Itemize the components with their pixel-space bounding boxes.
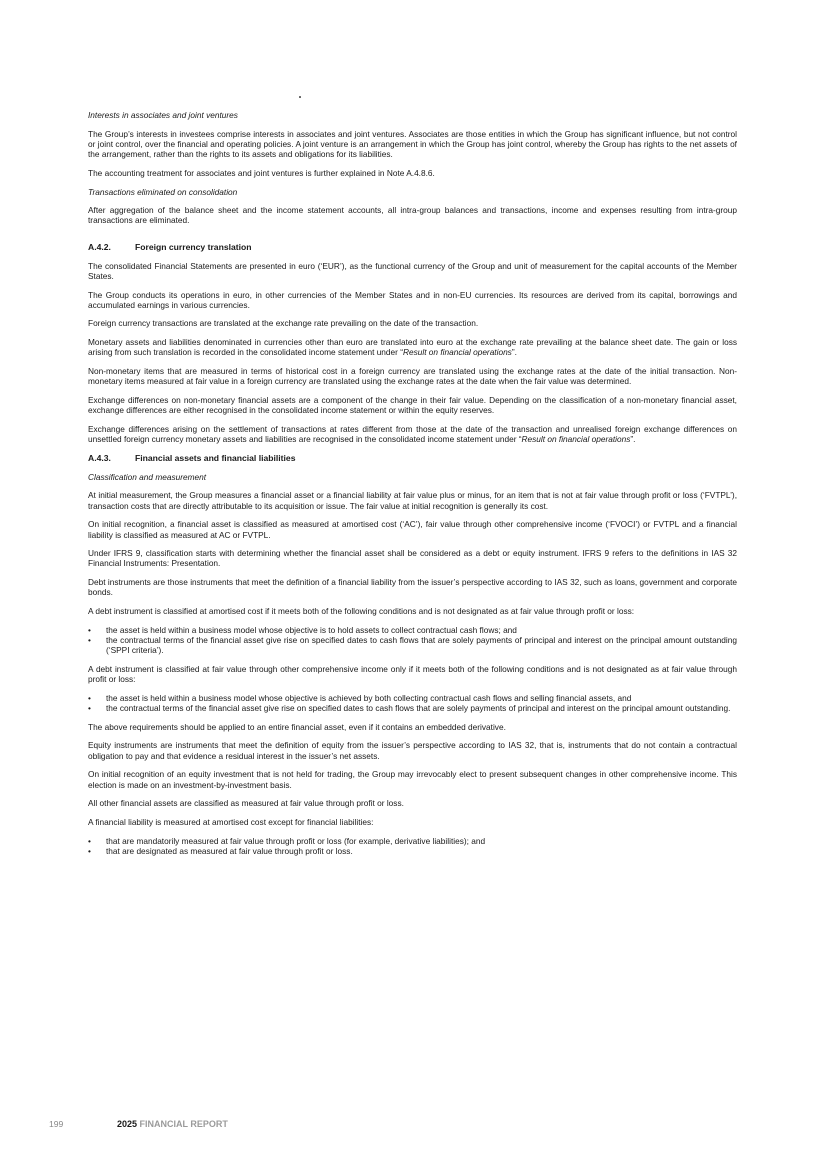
list-item: • the contractual terms of the financial asset give rise on specified dates to cash flows that are solely payments of principal and interest on the principal amount outstanding (‘SPPI criteria’). — [88, 635, 737, 655]
paragraph: All other financial assets are classified as measured at fair value through profit or loss. — [88, 798, 404, 809]
paragraph: The above requirements should be applied to an entire financial asset, even if it contains an embedded derivative. — [88, 721, 506, 732]
bullet-list — [88, 693, 737, 713]
subheading-associates: Interests in associates and joint ventures — [88, 110, 238, 120]
paragraph: Debt instruments are those instruments that meet the definition of a financial liability from the issuer’s perspective according to IAS 32, such as loans, government and corporate bonds. — [88, 577, 737, 598]
paragraph: The consolidated Financial Statements are presented in euro (‘EUR’), as the functional currency of the Group and unit of measurement for the capital accounts of the Member States. — [88, 260, 737, 281]
italic-term: Result on financial operations — [402, 347, 512, 358]
list-item: • that are mandatorily measured at fair value through profit or loss (for example, derivative liabilities); and — [88, 836, 737, 846]
bullet-list — [88, 625, 737, 656]
paragraph: Under IFRS 9, classification starts with determining whether the financial asset shall be considered as a debt or equity instrument. IFRS 9 refers to the definitions in IAS 32 Financial Instruments: Presentation. — [88, 548, 737, 569]
report-brand — [117, 1119, 228, 1129]
paragraph: A debt instrument is classified at amortised cost if it meets both of the following conditions and is not designated as at fair value through profit or loss: — [88, 606, 635, 617]
paragraph: On initial recognition, a financial asset is classified as measured at amortised cost (‘AC’), fair value through other comprehensive income (‘FVOCI’) or FVTPL and a financial liability is classified as measured at AC or FVTPL. — [88, 519, 737, 540]
text-run: ”. — [511, 347, 517, 358]
list-item: • the asset is held within a business model whose objective is achieved by both collecting contractual cash flows and selling financial assets, and — [88, 693, 737, 703]
text-run: Exchange differences arising on the settlement of transactions at rates different from those at the date of the transaction and unrealised foreign exchange differences on unsettled foreign currency monetary assets and liabilities are recognised in the consolidated income statement under “ — [88, 423, 737, 445]
paragraph: A debt instrument is classified at fair value through other comprehensive income only if it meets both of the following conditions and is not designated as at fair value through profit or loss: — [88, 663, 737, 685]
italic-term: Result on financial operations — [521, 434, 631, 445]
section-title: Foreign currency translation — [135, 241, 252, 252]
paragraph: On initial recognition of an equity investment that is not held for trading, the Group may irrevocably elect to present subsequent changes in other comprehensive income. This election is made on an investment-by-investment basis. — [88, 769, 737, 790]
page-footer — [0, 1119, 825, 1133]
section-heading-a42 — [88, 242, 737, 253]
page-number: 199 — [49, 1119, 64, 1129]
paragraph: At initial measurement, the Group measures a financial asset or a financial liability at fair value plus or minus, for an item that is not at fair value through profit or loss (‘FVTPL’), transaction costs that are directly attributable to its acquisition or issue. The fair value at initial recognition is generally its cost. — [88, 490, 737, 511]
paragraph — [88, 424, 737, 444]
page-content — [88, 110, 737, 865]
section-number: A.4.3. — [88, 452, 111, 463]
paragraph: A financial liability is measured at amortised cost except for financial liabilities: — [88, 816, 374, 827]
section-number: A.4.2. — [88, 241, 111, 252]
paragraph: After aggregation of the balance sheet and the income statement accounts, all intra-group balances and transactions, income and expenses resulting from intra-group transactions are eliminated. — [88, 205, 737, 226]
paragraph: Equity instruments are instruments that meet the definition of equity from the issuer’s perspective according to IAS 32, that is, instruments that do not contain a contractual obligation to pay and that evidence a residual interest in the issuer’s net assets. — [88, 740, 737, 761]
list-item: • the asset is held within a business model whose objective is to hold assets to collect contractual cash flows; and — [88, 625, 737, 635]
paragraph: Foreign currency transactions are translated at the exchange rate prevailing on the date of the transaction. — [88, 318, 479, 329]
text-run: ”. — [630, 434, 636, 445]
paragraph: The accounting treatment for associates and joint ventures is further explained in Note A.4.8.6. — [88, 167, 435, 178]
stray-dot — [299, 96, 301, 98]
report-year: 2025 — [117, 1119, 138, 1129]
bullet-list — [88, 836, 737, 856]
list-item: • that are designated as measured at fair value through profit or loss. — [88, 846, 737, 856]
paragraph: Non-monetary items that are measured in terms of historical cost in a foreign currency are translated using the exchange rates at the date of the initial transaction. Non-monetary items measured at fair value in a foreign currency are translated using the exchange rates at the date when the fair value was determined. — [88, 366, 737, 387]
section-title: Financial assets and financial liabilities — [135, 452, 296, 463]
section-heading-a43 — [88, 453, 737, 464]
list-item: • the contractual terms of the financial asset give rise on specified dates to cash flows that are solely payments of principal and interest on the principal amount outstanding. — [88, 703, 737, 713]
paragraph — [88, 337, 737, 357]
report-title: FINANCIAL REPORT — [139, 1119, 228, 1129]
paragraph: The Group conducts its operations in euro, in other currencies of the Member States and in non-EU currencies. Its resources are derived from its capital, borrowings and accumulated earnings in various currencies. — [88, 289, 737, 310]
subheading-transactions-eliminated: Transactions eliminated on consolidation — [88, 186, 238, 197]
text-run: Monetary assets and liabilities denominated in currencies other than euro are translated into euro at the exchange rate prevailing at the balance sheet date. The gain or loss arising from such translation is recorded in the consolidated income statement under “ — [88, 337, 737, 358]
paragraph: Exchange differences on non-monetary financial assets are a component of the change in their fair value. Depending on the classification of a non-monetary financial asset, exchange differences are either recognised in the consolidated income statement or within the equity reserves. — [88, 394, 737, 416]
paragraph: The Group’s interests in investees comprise interests in associates and joint ventures. Associates are those entities in which the Group has significant influence, but not control or joint control, over the financial and operating policies. A joint venture is an arrangement in which the Group has joint control, whereby the Group has rights to the net assets of the arrangement, rather than the rights to its assets and obligations for its liabilities. — [88, 128, 737, 160]
subheading-classification: Classification and measurement — [88, 471, 207, 482]
